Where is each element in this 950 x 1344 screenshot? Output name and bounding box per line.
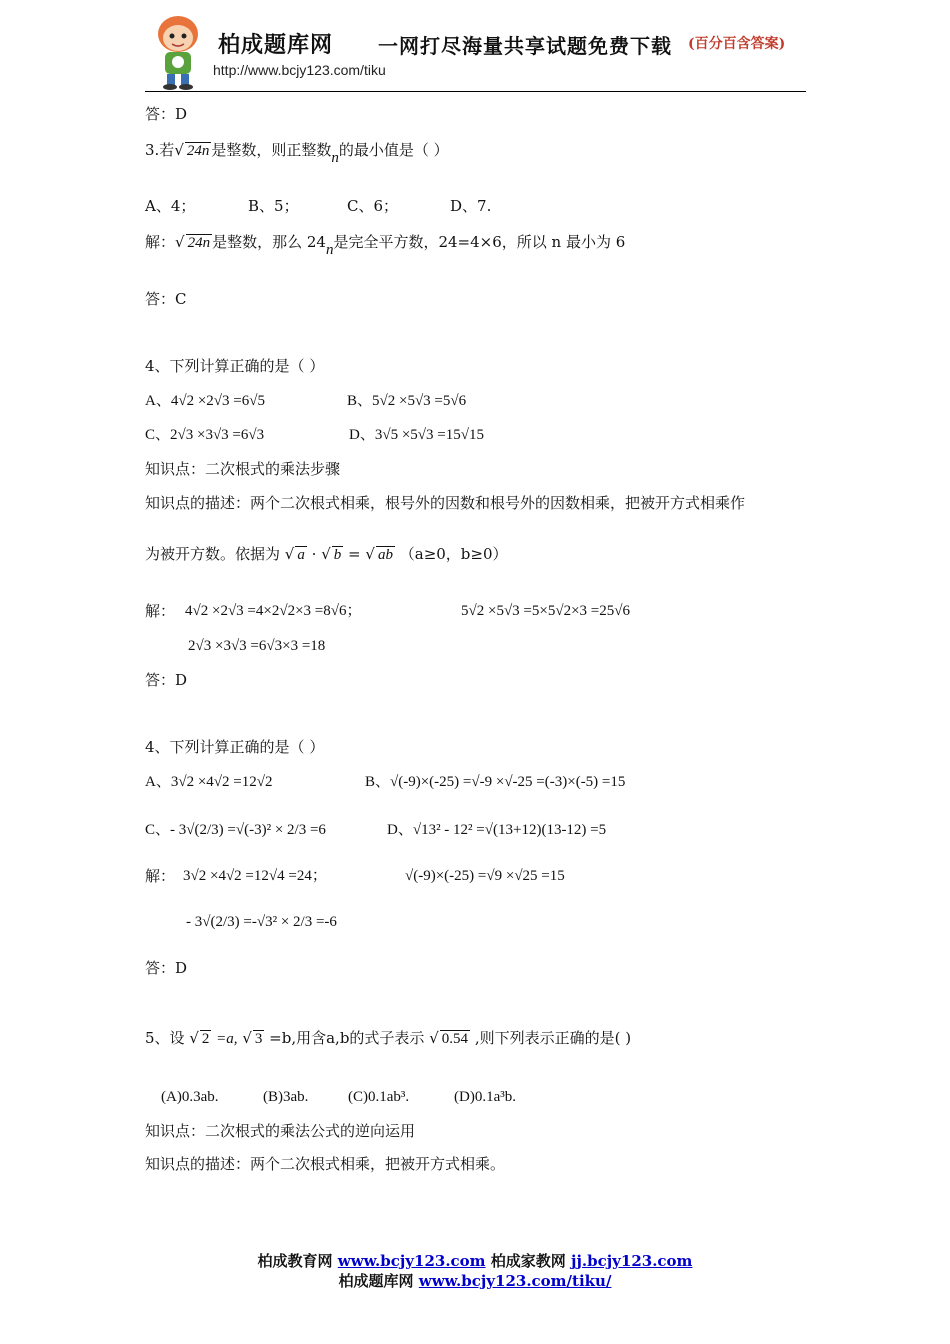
q4a-option-a: A、4√2 ×2√3 =6√5 <box>145 393 265 409</box>
q4a-title: 4、下列计算正确的是（ ） <box>145 357 325 375</box>
q3-answer: 答：C <box>145 290 187 308</box>
q4a-solution-step-a: 4√2 ×2√3 =4×2√2×3 =8√6； <box>185 603 362 619</box>
q5-stem: 5、设 √ 2 =a, √ 3 =b,用含a,b的式子表示 √ 0.54 ,则下列表示正确的是( ) <box>145 1029 632 1047</box>
q4a-option-d: D、3√5 ×5√3 =15√15 <box>349 427 484 443</box>
q3-option-a: A、4； <box>145 197 196 215</box>
site-name: 柏成题库网 <box>218 32 334 58</box>
q4a-solution-label: 解： <box>145 602 176 620</box>
q5-option-d: (D)0.1a³b. <box>454 1089 516 1105</box>
q4b-solution-step-b: √(-9)×(-25) =√9 ×√25 =15 <box>405 868 565 884</box>
q5-option-b: (B)3ab. <box>263 1089 309 1105</box>
q4b-option-d: D、√13² - 12² =√(13+12)(13-12) =5 <box>387 822 607 838</box>
site-slogan: 一网打尽海量共享试题免费下载 <box>378 34 672 58</box>
footer-link-tiku[interactable]: www.bcjy123.com/tiku/ <box>418 1272 612 1290</box>
q3-option-c: C、6； <box>347 197 399 215</box>
header-divider <box>145 91 806 92</box>
footer-line-1: 柏成教育网 www.bcjy123.com 柏成家教网 jj.bcjy123.com <box>257 1252 693 1270</box>
q4b-solution-step-a: 3√2 ×4√2 =12√4 =24； <box>183 868 327 884</box>
q4a-answer: 答：D <box>145 671 188 689</box>
q4a-solution-step-b: 5√2 ×5√3 =5×5√2×3 =25√6 <box>461 603 630 619</box>
q4b-title: 4、下列计算正确的是（ ） <box>145 738 325 756</box>
q4b-option-a: A、3√2 ×4√2 =12√2 <box>145 774 273 790</box>
q4a-description-line2: 为被开方数。依据为 √ a · √ b = √ ab （a≥0，b≥0） <box>145 545 508 563</box>
q4b-option-b: B、√(-9)×(-25) =√-9 ×√-25 =(-3)×(-5) =15 <box>365 774 626 790</box>
q3-solution: 解：√ 24n 是整数，那么 24n是完全平方数，24=4×6，所以 n 最小为 6 <box>145 233 626 258</box>
q5-option-a: (A)0.3ab. <box>161 1089 219 1105</box>
q3-stem: 3.若√ 24n 是整数，则正整数n的最小值是（ ） <box>145 141 449 166</box>
footer-link-main[interactable]: www.bcjy123.com <box>337 1252 486 1270</box>
footer-link-tutor[interactable]: jj.bcjy123.com <box>571 1252 693 1270</box>
q5-description: 知识点的描述：两个二次根式相乘，把被开方式相乘。 <box>145 1155 506 1173</box>
q4a-option-b: B、5√2 ×5√3 =5√6 <box>347 393 467 409</box>
q4a-description-line1: 知识点的描述：两个二次根式相乘，根号外的因数和根号外的因数相乘，把被开方式相乘作 <box>145 494 746 512</box>
q4b-solution-label: 解： <box>145 867 176 885</box>
mascot-logo <box>148 10 210 90</box>
q3-option-b: B、5； <box>248 197 299 215</box>
prev-answer: 答：D <box>145 105 188 123</box>
q5-knowledge-point: 知识点：二次根式的乘法公式的逆向运用 <box>145 1122 416 1140</box>
q3-option-d: D、7. <box>450 197 492 215</box>
footer-line-2: 柏成题库网 www.bcjy123.com/tiku/ <box>338 1272 612 1290</box>
q4a-knowledge-point: 知识点：二次根式的乘法步骤 <box>145 460 341 478</box>
q5-option-c: (C)0.1ab³. <box>348 1089 410 1105</box>
q4a-solution-step-c: 2√3 ×3√3 =6√3×3 =18 <box>188 638 326 654</box>
q4a-option-c: C、2√3 ×3√3 =6√3 <box>145 427 265 443</box>
site-url[interactable]: http://www.bcjy123.com/tiku <box>213 62 386 78</box>
q4b-option-c: C、- 3√(2/3) =√(-3)² × 2/3 =6 <box>145 822 326 838</box>
q4b-solution-step-c: - 3√(2/3) =-√3² × 2/3 =-6 <box>186 914 337 930</box>
q4b-answer: 答：D <box>145 959 188 977</box>
answer-tag: (百分百含答案) <box>688 36 786 52</box>
